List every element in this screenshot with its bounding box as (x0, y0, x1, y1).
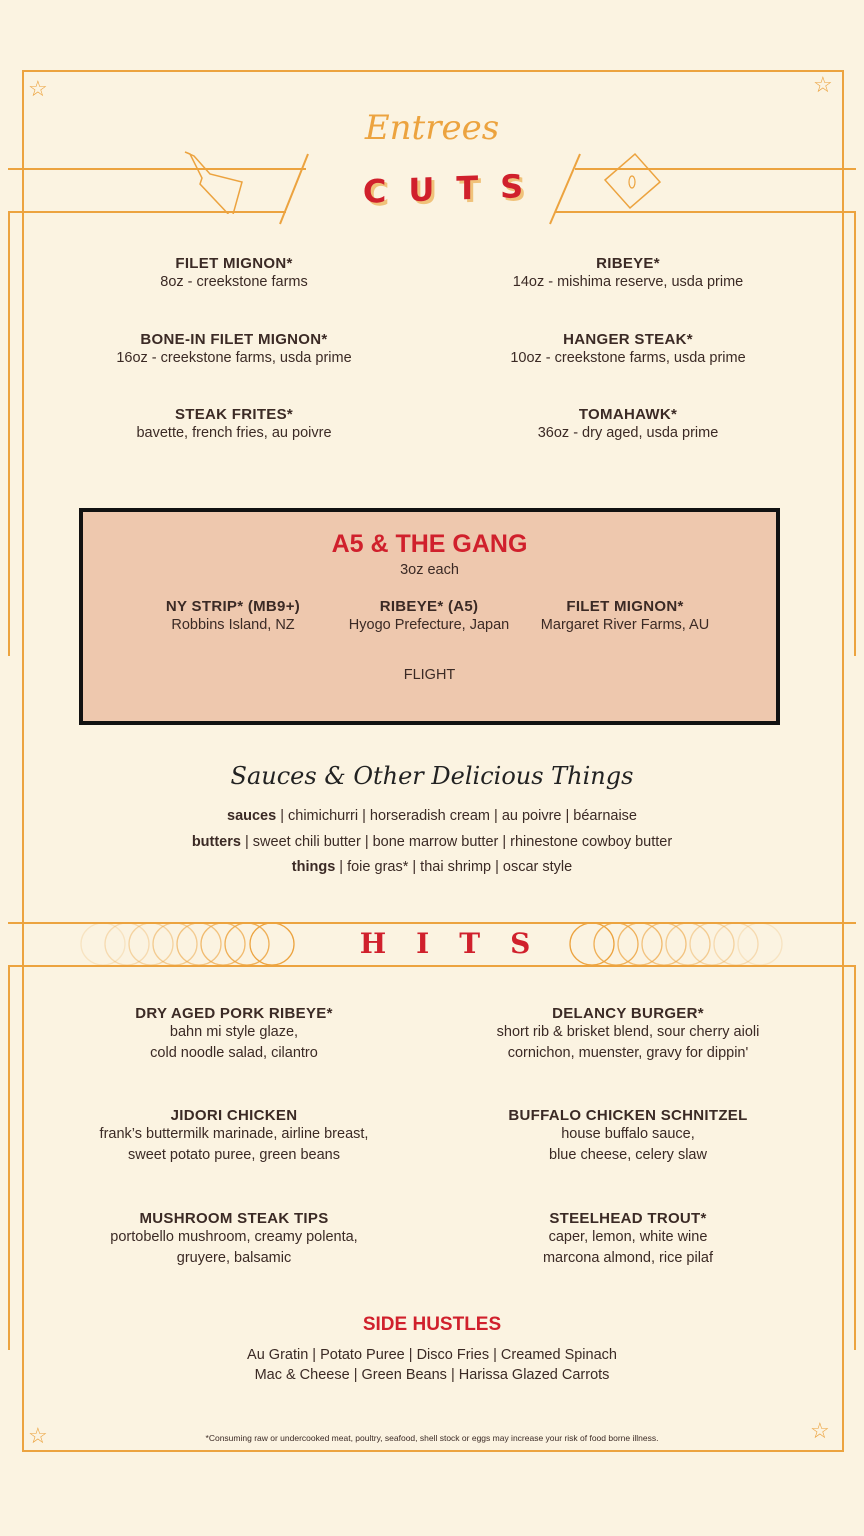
item-desc: portobello mushroom, creamy polenta, (110, 1229, 358, 1245)
item-name: HANGER STEAK* (563, 331, 693, 348)
star-icon: ☆ (810, 1418, 830, 1443)
item-desc: sweet potato puree, green beans (127, 1147, 340, 1163)
item-desc: short rib & brisket blend, sour cherry aioli (496, 1024, 760, 1040)
item-desc: gruyere, balsamic (176, 1250, 292, 1266)
item-name: FILET MIGNON* (175, 255, 293, 272)
item-desc: 14oz - mishima reserve, usda prime (512, 274, 744, 290)
item-name: NY STRIP* (MB9+) (165, 598, 301, 615)
item-name: MUSHROOM STEAK TIPS (139, 1210, 329, 1227)
menu-item (44, 1005, 424, 1064)
a5-flight: FLIGHT (403, 667, 456, 683)
divider (854, 965, 856, 1350)
menu-item (438, 1107, 818, 1166)
row-label: sauces (227, 808, 277, 824)
item-desc: Hyogo Prefecture, Japan (348, 617, 510, 633)
item-name: BONE-IN FILET MIGNON* (140, 331, 328, 348)
sides-line: Au Gratin | Potato Puree | Disco Fries | Creamed Spinach (247, 1347, 617, 1363)
item-desc: cold noodle salad, cilantro (150, 1045, 318, 1061)
divider (8, 965, 10, 1350)
menu-item (44, 331, 424, 369)
a5-subtitle: 3oz each (400, 562, 459, 578)
sides-line: Mac & Cheese | Green Beans | Harissa Glazed Carrots (254, 1367, 610, 1383)
item-desc: Margaret River Farms, AU (540, 617, 710, 633)
cuts-section-title: CUTS (362, 166, 546, 211)
item-name: TOMAHAWK* (578, 406, 678, 423)
item-desc: 8oz - creekstone farms (160, 274, 308, 290)
menu-item (438, 406, 818, 444)
item-desc: Robbins Island, NZ (171, 617, 295, 633)
row-items: | sweet chili butter | bone marrow butter | rhinestone cowboy butter (245, 834, 673, 850)
item-desc: marcona almond, rice pilaf (542, 1250, 714, 1266)
menu-item (438, 1005, 818, 1064)
item-name: RIBEYE* (A5) (379, 598, 479, 615)
menu-item (438, 1210, 818, 1269)
row-items: | chimichurri | horseradish cream | au poivre | béarnaise (280, 808, 637, 824)
footer-disclaimer: *Consuming raw or undercooked meat, poultry, seafood, shell stock or eggs may increase your risk of food borne illness. (205, 1433, 659, 1443)
menu-item (44, 255, 424, 293)
menu-item (44, 1210, 424, 1269)
butters-row (0, 829, 864, 855)
divider (854, 211, 856, 656)
things-row (0, 854, 864, 880)
entrees-script-title: Entrees (364, 108, 500, 148)
item-desc: 36oz - dry aged, usda prime (537, 425, 719, 441)
menu-item (123, 598, 343, 636)
divider (8, 211, 10, 656)
sauces-row (0, 803, 864, 829)
menu-item (44, 1107, 424, 1166)
item-desc: 16oz - creekstone farms, usda prime (116, 350, 352, 366)
row-label: things (291, 859, 336, 875)
sides-title: SIDE HUSTLES (362, 1314, 502, 1335)
menu-item (438, 255, 818, 293)
item-name: DRY AGED PORK RIBEYE* (135, 1005, 333, 1022)
item-desc: bavette, french fries, au poivre (136, 425, 332, 441)
sauces-title: Sauces & Other Delicious Things (230, 762, 634, 790)
item-name: JIDORI CHICKEN (170, 1107, 298, 1124)
item-name: BUFFALO CHICKEN SCHNITZEL (508, 1107, 748, 1124)
row-items: | foie gras* | thai shrimp | oscar style (339, 859, 573, 875)
item-name: FILET MIGNON* (566, 598, 684, 615)
item-name: STEAK FRITES* (174, 406, 294, 423)
star-icon: ☆ (813, 72, 833, 97)
item-desc: blue cheese, celery slaw (549, 1147, 707, 1163)
hits-section-title: HITS (359, 927, 561, 960)
menu-item (44, 406, 424, 444)
menu-item (438, 331, 818, 369)
row-label: butters (191, 834, 241, 850)
a5-feature-box (79, 508, 780, 725)
a5-title: A5 & THE GANG (331, 530, 528, 558)
star-icon: ☆ (28, 76, 48, 101)
item-name: DELANCY BURGER* (552, 1005, 704, 1022)
menu-item (515, 598, 735, 636)
item-name: STEELHEAD TROUT* (549, 1210, 707, 1227)
item-desc: house buffalo sauce, (561, 1126, 695, 1142)
item-desc: cornichon, muenster, gravy for dippin' (507, 1045, 749, 1061)
item-desc: caper, lemon, white wine (548, 1229, 708, 1245)
item-desc: bahn mi style glaze, (169, 1024, 299, 1040)
item-name: RIBEYE* (596, 255, 660, 272)
menu-item (319, 598, 539, 636)
star-icon: ☆ (28, 1423, 48, 1448)
item-desc: 10oz - creekstone farms, usda prime (510, 350, 746, 366)
item-desc: frank’s buttermilk marinade, airline breast, (99, 1126, 369, 1142)
